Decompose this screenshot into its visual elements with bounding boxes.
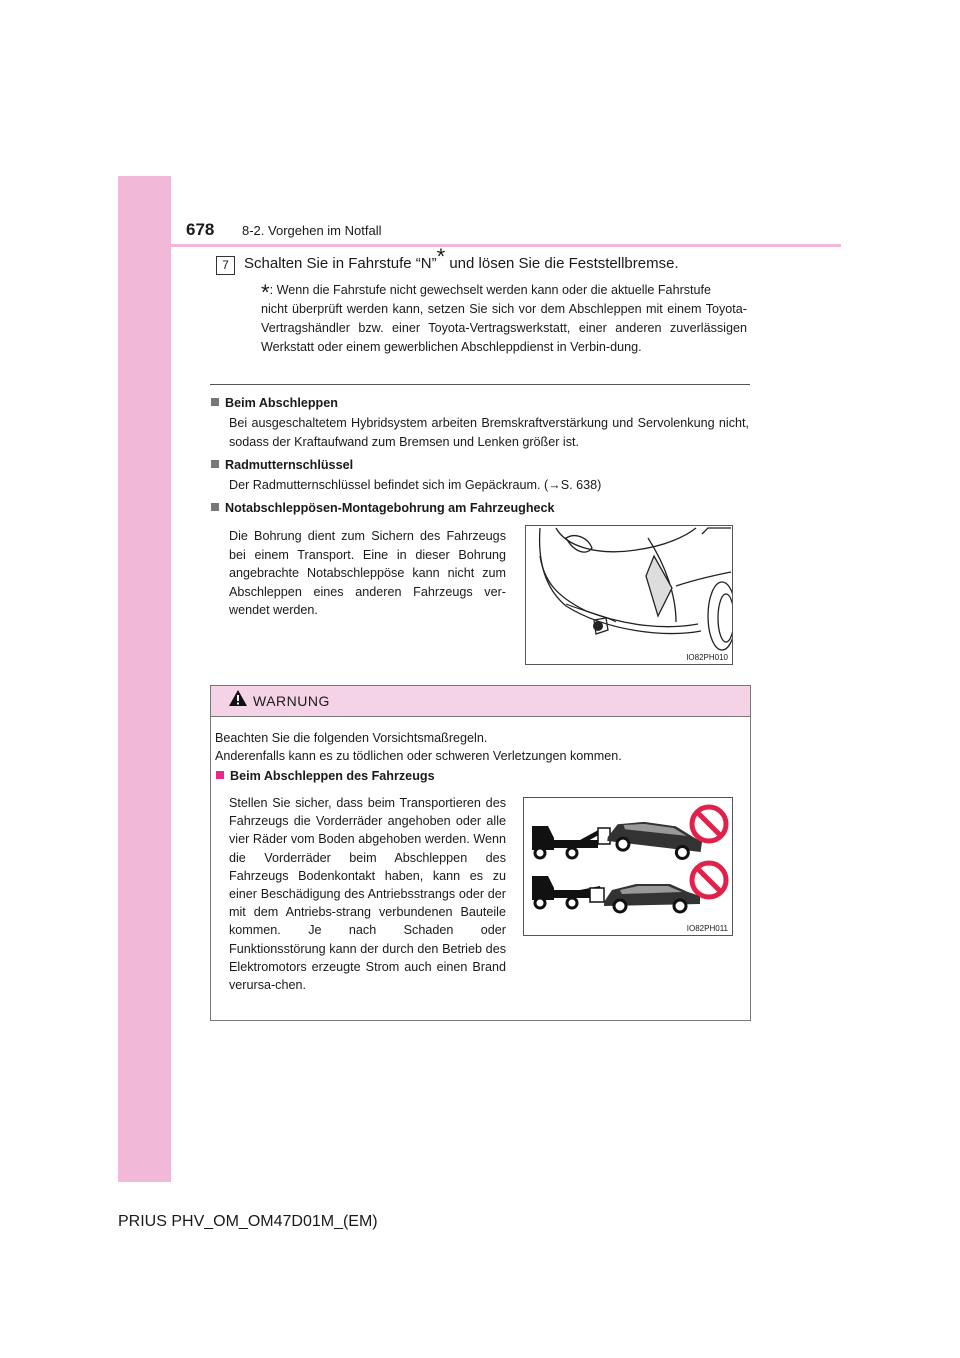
note-heading-towing xyxy=(211,396,338,410)
tow-truck-icon xyxy=(532,826,604,858)
note-heading-tow-hook xyxy=(211,501,555,515)
footnote-line-1: Wenn die Fahrstufe nicht gewechselt werden kann oder die aktuelle Fahrstufe xyxy=(276,283,712,297)
warning-intro-line-2: Anderenfalls kann es zu tödlichen oder schweren Verletzungen kommen. xyxy=(215,749,622,763)
step-footnote xyxy=(244,281,747,357)
note-text-towing: Bei ausgeschaltetem Hybridsystem arbeiten Bremskraftverstärkung und Servolenkung nicht, sodass der Kraftaufwand zum Bremsen und Lenken größer ist. xyxy=(229,416,749,449)
towing-illustration xyxy=(524,798,732,935)
note-heading-text: Beim Abschleppen xyxy=(225,396,338,410)
step-instruction xyxy=(244,244,679,272)
warning-title: WARNUNG xyxy=(253,693,330,709)
section-title: 8-2. Vorgehen im Notfall xyxy=(242,223,382,238)
warning-header xyxy=(211,686,750,717)
step-text-after: und lösen Sie die Feststellbremse. xyxy=(445,255,679,272)
bullet-square-icon xyxy=(211,503,219,511)
step-number: 7 xyxy=(216,256,235,275)
note-text-tow-hook: Die Bohrung dient zum Sichern des Fahrzeugs bei einem Transport. Eine in dieser Bohrung angebrachte Notabschleppöse kann nicht zum Abschleppen eines anderen Fahrzeugs ver-wendet werden. xyxy=(229,529,506,617)
warning-triangle-icon xyxy=(228,689,248,707)
warning-subheading xyxy=(216,769,435,783)
towed-car-icon xyxy=(606,817,703,861)
figure-code: IO82PH011 xyxy=(686,924,728,933)
note-text-wrench: Der Radmutternschlüssel befindet sich im Gepäckraum. (→S. 638) xyxy=(229,478,602,492)
note-heading-text: Radmutternschlüssel xyxy=(225,458,354,472)
header-rule xyxy=(171,244,841,247)
warning-box xyxy=(210,685,751,1021)
bullet-square-icon xyxy=(211,460,219,468)
warning-intro xyxy=(215,729,622,765)
step-text-before: Schalten Sie in Fahrstufe “N” xyxy=(244,255,437,272)
rear-bumper-illustration xyxy=(526,526,732,664)
footnote-colon: : xyxy=(269,283,274,297)
section-divider xyxy=(210,384,750,385)
step-asterisk: * xyxy=(436,244,446,269)
prohibit-icon xyxy=(692,807,726,897)
note-heading-text: Notabschleppösen-Montagebohrung am Fahrzeugheck xyxy=(225,501,555,515)
footnote-text: nicht überprüft werden kann, setzen Sie sich vor dem Abschleppen mit einem Toyota-Vertragshändler bzw. einer Toyota-Vertragswerkstatt, einer anderen zuverlässigen Werkstatt oder einem gewerblichen Abschleppdienst in Verbin-dung. xyxy=(261,302,747,354)
note-heading-wrench xyxy=(211,458,353,472)
warning-text: Stellen Sie sicher, dass beim Transportieren des Fahrzeugs die Vorderräder angehoben oder alle vier Räder vom Boden abgehoben werden. Wenn die Vorderräder beim Abschleppen des Fahrzeugs Bodenkontakt haben, kann es zu einer Beschädigung des Antriebsstrangs oder der mit dem Antriebs-strang verbundenen Bauteile kommen. Je nach Schaden oder Funktionsstörung kann der durch den Betrieb des Elektromotors erzeugte Strom auch einen Brand verursa-chen. xyxy=(229,796,506,993)
figure-code: IO82PH010 xyxy=(686,653,728,662)
warning-intro-line-1: Beachten Sie die folgenden Vorsichtsmaßregeln. xyxy=(215,731,488,745)
towing-figure xyxy=(523,797,733,936)
bullet-square-icon xyxy=(216,771,224,779)
bullet-square-icon xyxy=(211,398,219,406)
chapter-sidebar-tab xyxy=(118,176,171,1182)
footer-doc-id: PRIUS PHV_OM_OM47D01M_(EM) xyxy=(118,1213,378,1230)
warning-subheading-text: Beim Abschleppen des Fahrzeugs xyxy=(230,769,435,783)
rear-bumper-figure xyxy=(525,525,733,665)
footnote-asterisk: * xyxy=(261,280,270,305)
page-number: 678 xyxy=(186,220,215,239)
